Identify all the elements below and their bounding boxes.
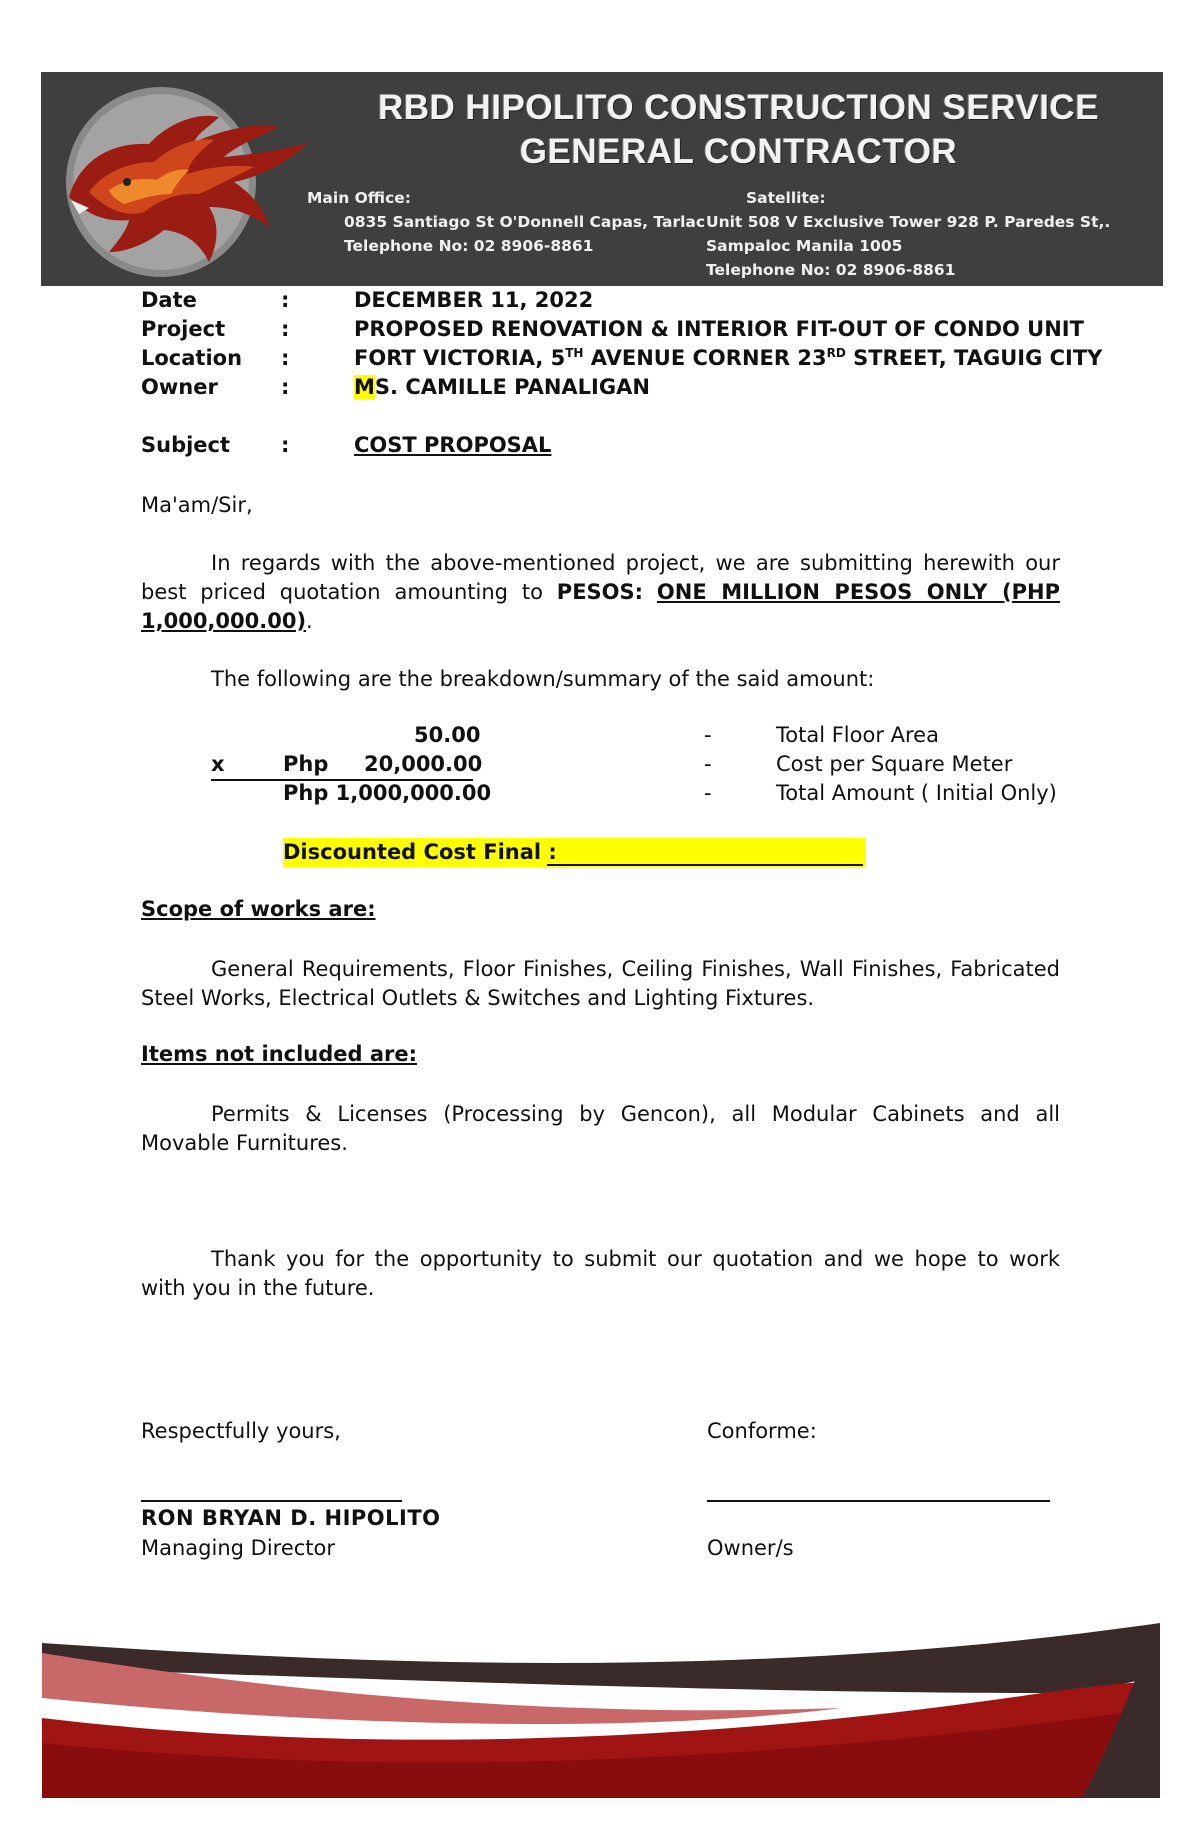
- breakdown-row-cost: [141, 752, 1060, 781]
- closing-text: Thank you for the opportunity to submit our quotation and we hope to work with you in the future.: [141, 1247, 1060, 1300]
- respectfully-yours: Respectfully yours,: [141, 1419, 341, 1443]
- owner-signature-line: [707, 1500, 1050, 1502]
- breakdown-row-floor-area: [141, 723, 1060, 752]
- location-sup-2: RD: [826, 346, 846, 360]
- breakdown-intro-text: The following are the breakdown/summary of the said amount:: [211, 667, 875, 691]
- location-part-1: FORT VICTORIA, 5: [354, 346, 566, 370]
- closing-paragraph: [141, 1245, 1060, 1303]
- date-colon: :: [281, 288, 290, 312]
- company-name: RBD HIPOLITO CONSTRUCTION SERVICE: [377, 88, 1100, 127]
- project-colon: :: [281, 317, 290, 341]
- subject-colon: :: [281, 433, 290, 457]
- floor-area-dash: -: [704, 723, 712, 747]
- cost-per-sqm-label: Cost per Square Meter: [776, 752, 1013, 776]
- intro-text: In regards with the above-mentioned project, we are submitting herewith our best priced quotation amounting to: [141, 551, 1060, 604]
- signer-name: RON BRYAN D. HIPOLITO: [141, 1506, 441, 1530]
- date-label: Date: [141, 288, 197, 312]
- location-colon: :: [281, 346, 290, 370]
- cost-per-sqm-value: 20,000.00: [364, 752, 483, 776]
- owner-highlight: M: [354, 375, 375, 399]
- footer-swoosh-graphic: [42, 1623, 1160, 1798]
- satellite-address-1: Unit 508 V Exclusive Tower 928 P. Paredes St,.: [706, 213, 1111, 231]
- location-label: Location: [141, 346, 243, 370]
- discounted-cost-field: [283, 838, 866, 867]
- subject-label: Subject: [141, 433, 231, 457]
- owner-signature-label: Owner/s: [707, 1536, 794, 1560]
- owner-label: Owner: [141, 375, 218, 399]
- satellite-address-2: Sampaloc Manila 1005: [706, 237, 903, 255]
- breakdown-row-total: [141, 781, 1060, 810]
- owner-colon: :: [281, 375, 290, 399]
- discounted-cost-blank: [547, 838, 863, 866]
- project-value: PROPOSED RENOVATION & INTERIOR FIT-OUT OF CONDO UNIT: [354, 317, 1084, 341]
- total-value: Php 1,000,000.00: [283, 781, 492, 805]
- signer-signature-line: [141, 1500, 402, 1502]
- total-dash: -: [704, 781, 712, 805]
- location-part-2: AVENUE CORNER 23: [583, 346, 827, 370]
- multiply-sign: x: [211, 752, 225, 776]
- dragon-logo-icon: [49, 82, 339, 282]
- scope-paragraph: [141, 955, 1060, 1013]
- owner-name-rest: S. CAMILLE PANALIGAN: [374, 375, 650, 399]
- excluded-paragraph: [141, 1100, 1060, 1158]
- main-office-block: [307, 186, 705, 258]
- breakdown-intro: [141, 665, 1060, 694]
- cost-dash: -: [704, 752, 712, 776]
- subject-value: COST PROPOSAL: [354, 433, 552, 457]
- location-sup-1: TH: [565, 346, 584, 360]
- scope-text: General Requirements, Floor Finishes, Ceiling Finishes, Wall Finishes, Fabricated Steel Works, Electrical Outlets & Switches and Lighting Fixtures.: [141, 957, 1060, 1010]
- main-office-address: 0835 Santiago St O'Donnell Capas, Tarlac: [344, 213, 706, 231]
- excluded-heading: Items not included are:: [141, 1042, 418, 1066]
- owner-value: [354, 375, 650, 399]
- main-office-phone: Telephone No: 02 8906-8861: [344, 237, 594, 255]
- total-label: Total Amount ( Initial Only): [776, 781, 1057, 805]
- conforme-label: Conforme:: [707, 1419, 817, 1443]
- discounted-cost-label: Discounted Cost Final :: [283, 840, 557, 864]
- salutation: Ma'am/Sir,: [141, 493, 253, 517]
- location-value: [354, 346, 1102, 370]
- date-value: DECEMBER 11, 2022: [354, 288, 594, 312]
- intro-end: .: [306, 609, 313, 633]
- cost-php: Php: [283, 752, 329, 776]
- location-part-3: STREET, TAGUIG CITY: [845, 346, 1103, 370]
- excluded-text: Permits & Licenses (Processing by Gencon), all Modular Cabinets and all Movable Furnitures.: [141, 1102, 1060, 1155]
- main-office-label: Main Office:: [307, 189, 411, 207]
- satellite-phone: Telephone No: 02 8906-8861: [706, 261, 956, 279]
- letterhead: [41, 72, 1163, 286]
- company-subtitle: GENERAL CONTRACTOR: [519, 132, 958, 171]
- project-label: Project: [141, 317, 226, 341]
- scope-heading: Scope of works are:: [141, 897, 376, 921]
- floor-area-label: Total Floor Area: [776, 723, 939, 747]
- intro-paragraph: [141, 549, 1060, 636]
- satellite-office-block: [706, 186, 1110, 282]
- intro-amount: ONE MILLION PESOS ONLY (PHP 1,000,000.00): [141, 580, 1060, 633]
- signer-title: Managing Director: [141, 1536, 336, 1560]
- floor-area-value: 50.00: [414, 723, 481, 747]
- satellite-label: Satellite:: [746, 189, 826, 207]
- intro-pesos: PESOS:: [556, 580, 644, 604]
